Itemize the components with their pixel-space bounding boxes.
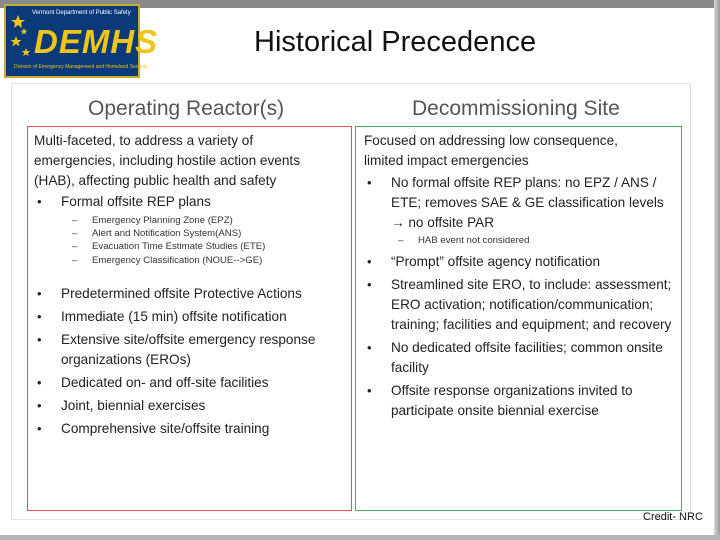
dash-icon: – — [72, 254, 78, 266]
list-item-text: Immediate (15 min) offsite notification — [61, 309, 287, 324]
left-bullets-bottom — [34, 284, 344, 439]
bullet-icon: • — [367, 254, 372, 269]
sub-list-item-text: Alert and Notification System(ANS) — [92, 228, 242, 240]
list-item — [34, 307, 344, 327]
logo-sub-text: Division of Emergency Management and Homeland Security — [14, 64, 148, 70]
bullet-icon: • — [367, 277, 372, 292]
right-bullets-top — [364, 173, 676, 233]
right-bullets-bottom — [364, 252, 676, 421]
list-item-text: Formal offsite REP plans — [61, 194, 211, 209]
logo-top-text: Vermont Department of Public Safety — [32, 10, 131, 16]
list-item-text: “Prompt” offsite agency notification — [391, 254, 601, 269]
bullet-icon: • — [37, 194, 42, 209]
dash-icon: – — [72, 241, 78, 253]
list-item — [34, 192, 346, 212]
list-item-text: Extensive site/offsite emergency response organizations (EROs) — [61, 332, 316, 367]
bullet-icon: • — [367, 175, 372, 190]
left-column-heading: Operating Reactor(s) — [88, 97, 285, 120]
bullet-icon: • — [37, 286, 42, 301]
list-item-text: Streamlined site ERO, to include: assessment; ERO activation; notification/communication; training; facilities and equipment; and recovery — [391, 277, 672, 332]
list-item — [364, 252, 676, 272]
bullet-icon: • — [367, 340, 372, 355]
list-item — [34, 373, 344, 393]
left-intro-line: Multi-faceted, to address a variety of — [34, 133, 254, 148]
right-intro-line: limited impact emergencies — [364, 153, 529, 168]
sub-list-item-text: Evacuation Time Estimate Studies (ETE) — [92, 241, 266, 253]
sub-list-item — [72, 240, 342, 253]
dash-icon: – — [72, 228, 78, 240]
list-item-text: Predetermined offsite Protective Actions — [61, 286, 302, 301]
list-item — [34, 330, 344, 370]
left-intro-line: (HAB), affecting public health and safety — [34, 173, 277, 188]
frame-bottom-border — [0, 535, 720, 540]
demhs-logo — [4, 4, 159, 78]
slide-title: Historical Precedence — [254, 26, 537, 58]
list-item — [364, 338, 676, 378]
right-intro-line: Focused on addressing low consequence, — [364, 133, 618, 148]
right-sub-bullets — [398, 234, 668, 247]
list-item — [364, 275, 676, 335]
list-item-text: Offsite response organizations invited to participate onsite biennial exercise — [391, 383, 633, 418]
list-item — [364, 381, 676, 421]
frame-right-border — [714, 0, 720, 540]
list-item — [34, 284, 344, 304]
logo-wordmark: DEMHS — [34, 23, 159, 60]
list-item-text: Dedicated on- and off-site facilities — [61, 375, 269, 390]
list-item — [364, 173, 676, 213]
sub-list-item — [72, 227, 342, 240]
list-item — [34, 396, 344, 416]
bullet-icon: • — [367, 383, 372, 398]
left-intro — [34, 131, 300, 191]
sub-list-item-text: Emergency Classification (NOUE-->GE) — [92, 254, 263, 266]
sub-list-item — [398, 234, 668, 247]
bullet-icon: • — [37, 398, 42, 413]
bullet-icon: • — [37, 309, 42, 324]
sub-list-item — [72, 214, 342, 227]
sub-list-item — [72, 254, 342, 267]
dash-icon: – — [398, 235, 404, 246]
left-sub-bullets — [72, 214, 342, 267]
list-item-text: Comprehensive site/offsite training — [61, 421, 270, 436]
dash-icon: – — [72, 215, 78, 226]
bullet-icon: • — [37, 332, 42, 347]
sub-list-item-text: Emergency Planning Zone (EPZ) — [92, 215, 233, 226]
list-item-text: → no offsite PAR — [391, 215, 495, 230]
right-column-heading: Decommissioning Site — [412, 97, 620, 120]
list-item-text: No formal offsite REP plans: no EPZ / ANS / ETE; removes SAE & GE classification levels — [391, 175, 664, 210]
list-item-text: Joint, biennial exercises — [61, 398, 206, 413]
list-item-text: No dedicated offsite facilities; common onsite facility — [391, 340, 663, 375]
left-bullets-top — [34, 192, 346, 212]
left-intro-line: emergencies, including hostile action events — [34, 153, 300, 168]
list-item — [364, 213, 676, 233]
sub-list-item-text: HAB event not considered — [418, 235, 530, 246]
credit-text: Credit- NRC — [643, 511, 703, 523]
bullet-icon: • — [37, 375, 42, 390]
right-intro — [364, 131, 618, 171]
list-item — [34, 419, 344, 439]
bullet-icon: • — [37, 421, 42, 436]
